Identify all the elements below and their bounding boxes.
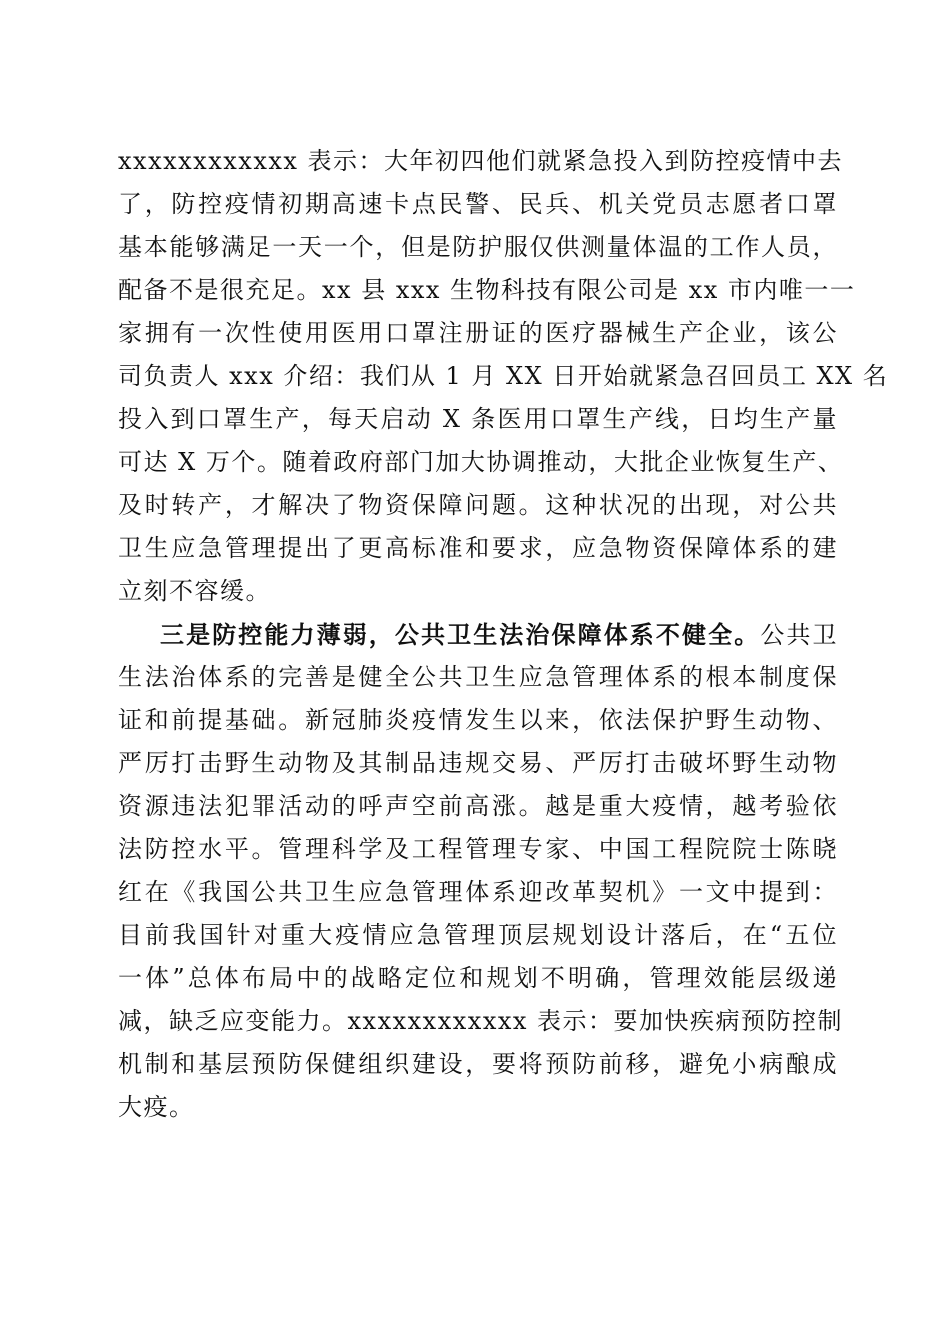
text-line: 立刻不容缓。 <box>118 577 271 605</box>
text-line: 生法治体系的完善是健全公共卫生应急管理体系的根本制度保 <box>118 663 838 691</box>
text-line: 家拥有一次性使用医用口罩注册证的医疗器械生产企业，该公 <box>118 319 838 347</box>
text-line: 资源违法犯罪活动的呼声空前高涨。越是重大疫情，越考验依 <box>118 792 838 820</box>
paragraph-2-first-line <box>118 613 838 656</box>
text-line: 可达 X 万个。随着政府部门加大协调推动，大批企业恢复生产、 <box>118 448 844 476</box>
text-line: 目前我国针对重大疫情应急管理顶层规划设计落后，在“五位 <box>118 921 838 949</box>
text-line: 投入到口罩生产，每天启动 X 条医用口罩生产线，日均生产量 <box>118 405 838 433</box>
paragraph-heading: 三是防控能力薄弱，公共卫生法治保障体系不健全。 <box>160 620 761 649</box>
paragraph-1 <box>118 140 889 613</box>
text-line: 配备不是很充足。xx 县 xxx 生物科技有限公司是 xx 市内唯一一 <box>118 276 856 304</box>
paragraph-2 <box>118 613 844 1129</box>
text-line: 卫生应急管理提出了更高标准和要求，应急物资保障体系的建 <box>118 534 838 562</box>
text-line: 法防控水平。管理科学及工程管理专家、中国工程院院士陈晓 <box>118 835 838 863</box>
text-line: 及时转产，才解决了物资保障问题。这种状况的出现，对公共 <box>118 491 838 519</box>
text-line: 了，防控疫情初期高速卡点民警、民兵、机关党员志愿者口罩 <box>118 190 838 218</box>
text-line: 机制和基层预防保健组织建设，要将预防前移，避免小病酿成 <box>118 1050 838 1078</box>
text-line: 司负责人 xxx 介绍：我们从 1 月 XX 日开始就紧急召回员工 XX 名 <box>118 362 889 390</box>
text-line: 红在《我国公共卫生应急管理体系迎改革契机》一文中提到： <box>118 878 838 906</box>
text-line: 证和前提基础。新冠肺炎疫情发生以来，依法保护野生动物、 <box>118 706 838 734</box>
text-line: 基本能够满足一天一个，但是防护服仅供测量体温的工作人员， <box>118 233 838 261</box>
text-line: 减，缺乏应变能力。xxxxxxxxxxxx 表示：要加快疾病预防控制 <box>118 1007 844 1035</box>
text-line: 一体”总体布局中的战略定位和规划不明确，管理效能层级递 <box>118 964 838 992</box>
text-line: 严厉打击野生动物及其制品违规交易、严厉打击破坏野生动物 <box>118 749 838 777</box>
text-span: 公共卫 <box>760 621 839 649</box>
document-body <box>118 140 889 1129</box>
text-line: xxxxxxxxxxxx 表示：大年初四他们就紧急投入到防控疫情中去 <box>118 147 844 175</box>
text-line: 大疫。 <box>118 1093 195 1121</box>
